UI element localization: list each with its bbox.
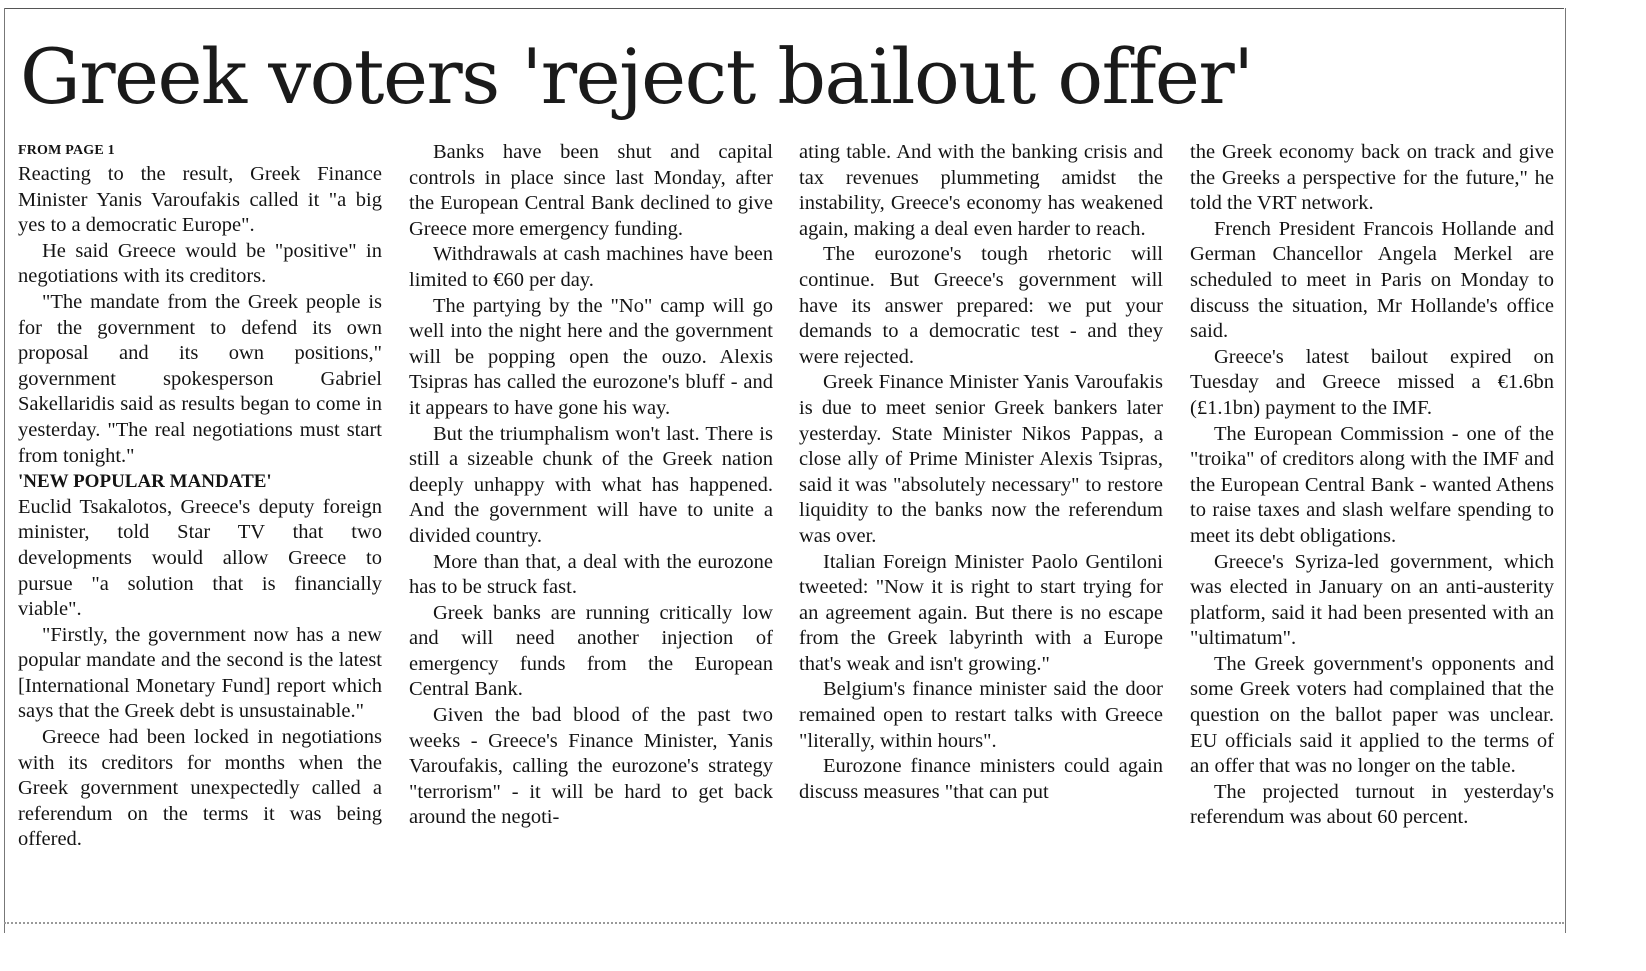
headline: Greek voters 'reject bailout offer' xyxy=(20,32,1253,121)
article-column-2 xyxy=(409,140,773,910)
paragraph: The projected turnout in yesterday's referendum was about 60 percent. xyxy=(1190,780,1554,829)
top-rule xyxy=(4,8,1564,9)
paragraph: French President Francois Hollande and German Chancellor Angela Merkel are scheduled to meet in Paris on Monday to discuss the situation, Mr Hollande's office said. xyxy=(1190,217,1554,343)
paragraph: Greece's Syriza-led government, which was elected in January on an anti-austerity platform, said it had been presented with an "ultimatum". xyxy=(1190,550,1554,650)
article-column-3 xyxy=(799,140,1163,910)
paragraph: More than that, a deal with the eurozone has to be struck fast. xyxy=(409,550,773,599)
paragraph: The European Commission - one of the "troika" of creditors along with the IMF and the European Central Bank - wanted Athens to raise taxes and slash welfare spending to meet its debt obligations. xyxy=(1190,422,1554,547)
paragraph: Greece's latest bailout expired on Tuesday and Greece missed a €1.6bn (£1.1bn) payment to the IMF. xyxy=(1190,345,1554,419)
paragraph: Given the bad blood of the past two weeks - Greece's Finance Minister, Yanis Varoufakis, calling the eurozone's strategy "terrorism" - it will be hard to get back around the negoti- xyxy=(409,704,773,829)
subheading: 'NEW POPULAR MANDATE' xyxy=(18,471,272,493)
paragraph: But the triumphalism won't last. There is still a sizeable chunk of the Greek nation deeply unhappy with what has happened. And the government will have to unite a divided country. xyxy=(409,422,773,547)
kicker-from-page: FROM PAGE 1 xyxy=(18,143,115,158)
paragraph: The eurozone's tough rhetoric will continue. But Greece's government will have its answer prepared: we put your demands to a democratic test - and they were rejected. xyxy=(799,243,1163,368)
paragraph: Italian Foreign Minister Paolo Gentiloni tweeted: "Now it is right to start trying for an agreement again. But there is no escape from the Greek labyrinth with a Europe that's weak and isn't growing." xyxy=(799,550,1163,675)
paragraph: Withdrawals at cash machines have been limited to €60 per day. xyxy=(409,243,773,291)
paragraph: Reacting to the result, Greek Finance Minister Yanis Varoufakis called it "a big yes to a democratic Europe". xyxy=(18,163,382,237)
paragraph: He said Greece would be "positive" in negotiations with its creditors. xyxy=(18,239,382,288)
paragraph: the Greek economy back on track and give the Greeks a perspective for the future," he told the VRT network. xyxy=(1190,141,1554,215)
article-column-1 xyxy=(18,140,382,910)
bottom-dotted-rule xyxy=(4,922,1564,924)
article-column-4 xyxy=(1190,140,1554,910)
paragraph: Euclid Tsakalotos, Greece's deputy foreign minister, told Star TV that two developments would allow Greece to pursue "a solution that is financially viable". xyxy=(18,495,382,621)
paragraph: Banks have been shut and capital controls in place since last Monday, after the European Central Bank declined to give Greece more emergency funding. xyxy=(409,141,773,240)
paragraph: Greek Finance Minister Yanis Varoufakis is due to meet senior Greek bankers later yesterday. State Minister Nikos Pappas, a close ally of Prime Minister Alexis Tsipras, said it was "absolutely necessary" to restore liquidity to the banks now the referendum was over. xyxy=(799,371,1163,547)
paragraph: "The mandate from the Greek people is for the government to defend its own proposal and its own positions," government spokesperson Gabriel Sakellaridis said as results began to come in yesterday. "The real negotiations must start from tonight." xyxy=(18,290,382,467)
paragraph: Greek banks are running critically low and will need another injection of emergency funds from the European Central Bank. xyxy=(409,601,773,701)
paragraph: Greece had been locked in negotiations with its creditors for months when the Greek government unexpectedly called a referendum on the terms it was being offered. xyxy=(18,726,382,851)
paragraph: Belgium's finance minister said the door remained open to restart talks with Greece "literally, within hours". xyxy=(799,678,1163,752)
paragraph: The partying by the "No" camp will go well into the night here and the government will be popping open the ouzo. Alexis Tsipras has called the eurozone's bluff - and it appears to have gone his way. xyxy=(409,294,773,419)
paragraph: Eurozone finance ministers could again discuss measures "that can put xyxy=(799,755,1163,803)
paragraph: "Firstly, the government now has a new popular mandate and the second is the latest [International Monetary Fund] report which says that the Greek debt is unsustainable." xyxy=(18,623,382,723)
left-rule xyxy=(4,8,5,933)
paragraph: The Greek government's opponents and some Greek voters had complained that the question on the ballot paper was unclear. EU officials said it applied to the terms of an offer that was no longer on the table. xyxy=(1190,652,1554,778)
paragraph: ating table. And with the banking crisis and tax revenues plummeting amidst the instability, Greece's economy has weakened again, making a deal even harder to reach. xyxy=(799,141,1163,240)
right-rule xyxy=(1565,8,1566,933)
